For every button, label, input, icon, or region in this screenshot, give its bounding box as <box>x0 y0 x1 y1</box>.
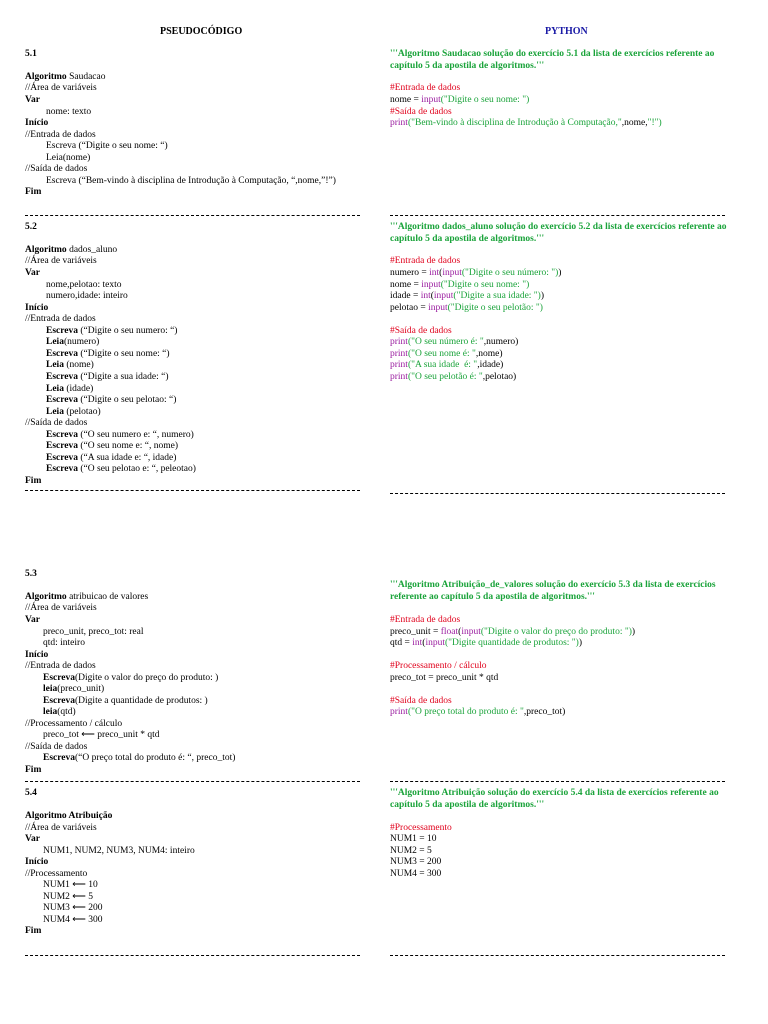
separator <box>390 215 725 216</box>
keyword-line: Início <box>25 118 49 128</box>
function-name: print <box>390 349 408 359</box>
python-header: PYTHON <box>545 26 588 37</box>
comment-line: //Área de variáveis <box>25 823 97 833</box>
function-name: input <box>421 280 441 290</box>
code-line <box>25 395 176 407</box>
separator <box>390 955 725 956</box>
comment-line: //Área de variáveis <box>25 603 97 613</box>
comment-line: //Saída de dados <box>25 164 88 174</box>
code-text: (“Digite a sua idade: “) <box>78 372 169 382</box>
keyword: Escreva <box>46 326 79 336</box>
code-text: ( <box>439 268 443 278</box>
code-line <box>390 118 662 130</box>
keyword: Algoritmo <box>25 592 67 602</box>
keyword-line: Fim <box>25 926 42 936</box>
code-line <box>25 684 104 696</box>
code-text: (numero) <box>63 337 100 347</box>
code-line <box>390 337 518 349</box>
comment-line: #Processamento <box>390 823 452 833</box>
keyword: Escreva <box>46 441 79 451</box>
function-name: int <box>412 638 423 648</box>
code-text: (“Digite o seu pelotao: “) <box>78 395 177 405</box>
code-line: preco_tot = preco_unit * qtd <box>390 673 499 683</box>
code-line <box>390 638 582 650</box>
code-text: (nome) <box>63 360 94 370</box>
code-line: NUM4 = 300 <box>390 869 442 879</box>
exercise-number: 5.3 <box>25 569 37 579</box>
code-line: NUM2 = 5 <box>390 846 432 856</box>
code-line <box>25 696 208 708</box>
exercise-number: 5.2 <box>25 222 37 232</box>
algorithm-name: dados_aluno <box>66 245 118 255</box>
function-name: input <box>421 95 441 105</box>
code-text: qtd = <box>390 638 413 648</box>
code-line: NUM3 ⟵ 200 <box>43 903 103 913</box>
comment-line: //Processamento <box>25 869 88 879</box>
comment-line: //Saída de dados <box>25 418 88 428</box>
code-line <box>390 280 529 292</box>
code-line <box>25 384 93 396</box>
code-text: ,nome) <box>475 349 503 359</box>
keyword: Leia <box>46 337 64 347</box>
comment-line: //Área de variáveis <box>25 256 97 266</box>
function-name: print <box>390 337 408 347</box>
string-literal: ("O seu nome é: " <box>407 349 476 359</box>
keyword: Escreva <box>43 696 76 706</box>
function-name: print <box>390 118 408 128</box>
code-text: nome = <box>390 95 422 105</box>
keyword-line: Var <box>25 95 40 105</box>
code-text: ,pelotao) <box>482 372 517 382</box>
code-text: (pelotao) <box>63 407 101 417</box>
code-line <box>25 407 101 419</box>
keyword: Algoritmo <box>25 72 67 82</box>
function-name: print <box>390 372 408 382</box>
code-text: (“O seu pelotao e: “, peleotao) <box>78 464 196 474</box>
code-text: ( <box>458 627 462 637</box>
code-line: NUM1 = 10 <box>390 834 437 844</box>
code-line <box>25 349 170 361</box>
code-line <box>25 430 194 442</box>
code-text: (preco_unit) <box>57 684 105 694</box>
algorithm-title <box>25 245 117 257</box>
docstring: '''Algoritmo dados_aluno solução do exercício 5.2 da lista de exercícios referente ao capítulo 5 da apostila de algoritmos.''' <box>390 222 727 244</box>
code-text: (“O seu nome e: “, nome) <box>78 441 178 451</box>
pseudocode-header: PSEUDOCÓDIGO <box>160 26 243 37</box>
code-line <box>25 372 169 384</box>
comment-line: #Processamento / cálculo <box>390 661 487 671</box>
function-name: float <box>440 627 459 637</box>
keyword-line: Início <box>25 303 49 313</box>
code-line <box>390 707 565 719</box>
comment-line: #Saída de dados <box>390 326 452 336</box>
code-text: (qtd) <box>57 707 76 717</box>
string-literal: ("Digite o seu número: ") <box>461 268 559 278</box>
string-literal: ("O preço total do produto é: " <box>407 707 524 717</box>
code-text: ) <box>578 638 583 648</box>
docstring: '''Algoritmo Atribuição solução do exercício 5.4 da lista de exercícios referente ao capítulo 5 da apostila de algoritmos.''' <box>390 788 719 810</box>
keyword: Leia <box>46 407 64 417</box>
code-text: ) <box>631 627 636 637</box>
code-text: ) <box>540 291 545 301</box>
keyword-line: Fim <box>25 765 42 775</box>
comment-line: #Entrada de dados <box>390 256 461 266</box>
keyword-line: Var <box>25 268 40 278</box>
comment-line: #Saída de dados <box>390 696 452 706</box>
string-literal: ("O seu pelotão é: " <box>407 372 483 382</box>
code-line <box>25 360 94 372</box>
code-text: (idade) <box>63 384 94 394</box>
algorithm-title: Algoritmo Atribuição <box>25 811 113 821</box>
keyword: Algoritmo <box>25 245 67 255</box>
keyword: Escreva <box>46 453 79 463</box>
keyword: leia <box>43 707 58 717</box>
string-literal: ("Digite o valor do preço do produto: ") <box>480 627 632 637</box>
code-line: NUM1 ⟵ 10 <box>43 880 98 890</box>
keyword: Escreva <box>46 430 79 440</box>
code-line <box>390 95 529 107</box>
code-line: preco_tot ⟵ preco_unit * qtd <box>43 730 160 740</box>
code-line: Escreva (“Digite o seu nome: “) <box>46 141 168 151</box>
separator <box>25 490 360 491</box>
keyword-line: Var <box>25 834 40 844</box>
comment-line: #Saída de dados <box>390 107 452 117</box>
keyword: Escreva <box>43 753 76 763</box>
code-text: (“A sua idade e: “, idade) <box>78 453 177 463</box>
code-line <box>25 441 178 453</box>
declaration-line: nome: texto <box>46 107 92 117</box>
code-text: ,preco_tot) <box>523 707 566 717</box>
keyword-line: Início <box>25 650 49 660</box>
string-literal: ("Digite o seu nome: ") <box>440 95 530 105</box>
string-literal: ("A sua idade é: " <box>407 360 478 370</box>
keyword-line: Fim <box>25 187 42 197</box>
string-literal: "!") <box>647 118 662 128</box>
code-text: preco_unit = <box>390 627 441 637</box>
declaration-line: preco_unit, preco_tot: real <box>43 627 144 637</box>
function-name: input <box>461 627 481 637</box>
code-line <box>390 627 635 639</box>
code-line <box>390 303 543 315</box>
declaration-line: numero,idade: inteiro <box>46 291 128 301</box>
code-line <box>25 337 99 349</box>
function-name: int <box>429 268 440 278</box>
docstring: '''Algoritmo Atribuição_de_valores solução do exercício 5.3 da lista de exercícios referente ao capítulo 5 da apostila de algoritmos.''' <box>390 580 716 602</box>
keyword-line: Fim <box>25 476 42 486</box>
function-name: input <box>425 638 445 648</box>
code-line <box>390 372 516 384</box>
exercise-number: 5.4 <box>25 788 37 798</box>
string-literal: ("Digite o seu nome: ") <box>440 280 530 290</box>
code-text: ( <box>422 638 426 648</box>
declaration-line: qtd: inteiro <box>43 638 85 648</box>
keyword: Escreva <box>43 673 76 683</box>
comment-line: //Área de variáveis <box>25 83 97 93</box>
separator <box>25 781 360 782</box>
string-literal: ("Digite quantidade de produtos: ") <box>444 638 579 648</box>
code-text: (“O preço total do produto é: “, preco_tot) <box>75 753 236 763</box>
exercise-number: 5.1 <box>25 49 37 59</box>
keyword: Escreva <box>46 464 79 474</box>
declaration-line: nome,pelotao: texto <box>46 280 122 290</box>
keyword: Escreva <box>46 395 79 405</box>
function-name: input <box>442 268 462 278</box>
code-line: NUM3 = 200 <box>390 857 442 867</box>
code-line: NUM2 ⟵ 5 <box>43 892 94 902</box>
keyword: Leia <box>46 384 64 394</box>
separator <box>390 781 725 782</box>
algorithm-name: Saudacao <box>66 72 106 82</box>
code-line <box>390 349 503 361</box>
function-name: print <box>390 360 408 370</box>
code-text: numero = <box>390 268 430 278</box>
code-line: Leia(nome) <box>46 153 91 163</box>
declaration-line: NUM1, NUM2, NUM3, NUM4: inteiro <box>43 846 195 856</box>
code-text: nome = <box>390 280 422 290</box>
keyword: leia <box>43 684 58 694</box>
code-text: ,numero) <box>483 337 519 347</box>
keyword: Escreva <box>46 349 79 359</box>
function-name: input <box>433 291 454 301</box>
code-line <box>390 291 544 303</box>
separator <box>390 493 725 494</box>
code-text: (“Digite o seu numero: “) <box>78 326 178 336</box>
code-line <box>25 753 235 765</box>
keyword: Leia <box>46 360 64 370</box>
comment-line: //Entrada de dados <box>25 314 96 324</box>
code-line <box>25 453 176 465</box>
comment-line: //Processamento / cálculo <box>25 719 123 729</box>
function-name: input <box>428 303 448 313</box>
code-text: (“Digite o seu nome: “) <box>78 349 170 359</box>
code-text: ) <box>558 268 562 278</box>
code-line: NUM4 ⟵ 300 <box>43 915 103 925</box>
code-line <box>25 464 196 476</box>
separator <box>25 215 360 216</box>
algorithm-name: atribuicao de valores <box>66 592 149 602</box>
comment-line: //Saída de dados <box>25 742 88 752</box>
keyword: Escreva <box>46 372 79 382</box>
code-text: (“O seu numero e: “, numero) <box>78 430 194 440</box>
code-text: ,idade) <box>477 360 504 370</box>
code-line: Escreva (“Bem-vindo à disciplina de Introdução à Computação, “,nome,”!”) <box>46 176 336 186</box>
code-text: idade = <box>390 291 421 301</box>
string-literal: ("Digite a sua idade: ") <box>453 291 541 301</box>
code-line <box>25 707 76 719</box>
string-literal: ("Bem-vindo à disciplina de Introdução à Computação," <box>407 118 622 128</box>
string-literal: ("Digite o seu pelotão: ") <box>447 303 543 313</box>
comment-line: //Entrada de dados <box>25 130 96 140</box>
code-text: ( <box>430 291 434 301</box>
comment-line: #Entrada de dados <box>390 83 461 93</box>
comment-line: #Entrada de dados <box>390 615 461 625</box>
keyword-line: Var <box>25 615 40 625</box>
algorithm-title <box>25 72 105 84</box>
function-name: print <box>390 707 408 717</box>
code-line <box>390 360 503 372</box>
separator <box>25 955 360 956</box>
algorithm-title <box>25 592 148 604</box>
docstring: '''Algoritmo Saudacao solução do exercício 5.1 da lista de exercícios referente ao capítulo 5 da apostila de algoritmos.''' <box>390 49 715 71</box>
function-name: int <box>420 291 431 301</box>
code-line <box>390 268 561 280</box>
code-text: pelotao = <box>390 303 429 313</box>
keyword-line: Início <box>25 857 49 867</box>
code-line <box>25 326 177 338</box>
string-literal: ("O seu número é: " <box>407 337 484 347</box>
code-text: ,nome, <box>621 118 648 128</box>
code-line <box>25 673 218 685</box>
code-text: (Digite o valor do preço do produto: ) <box>75 673 219 683</box>
code-text: (Digite a quantidade de produtos: ) <box>75 696 208 706</box>
comment-line: //Entrada de dados <box>25 661 96 671</box>
